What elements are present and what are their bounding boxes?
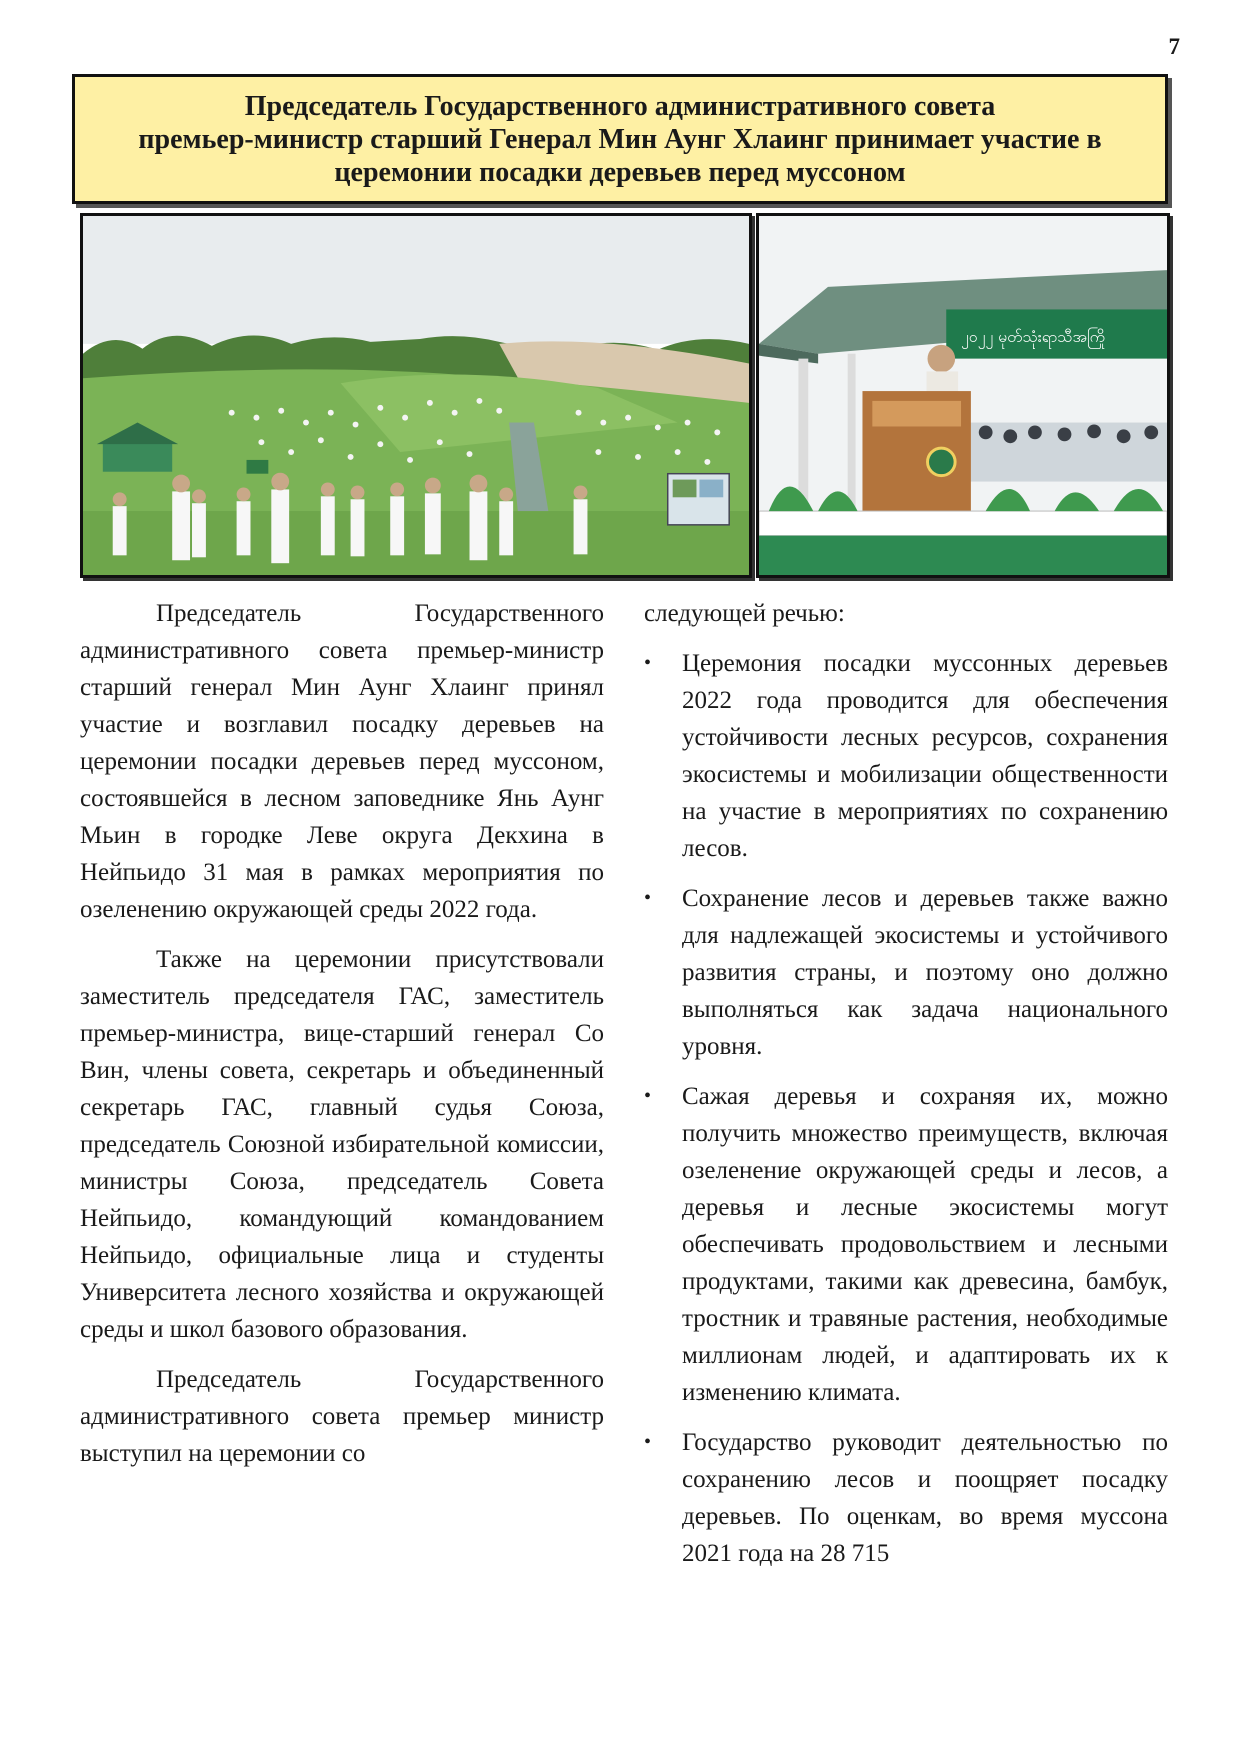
- bullet-icon: •: [644, 1431, 652, 1453]
- list-item: [644, 1424, 1168, 1572]
- paragraph-2: Также на церемонии присутствовали заместитель председателя ГАС, заместитель премьер-министра, вице-старший генерал Со Вин, члены совета, секретарь и объединенный секретарь ГАС, главный судья Союза, председатель Союзной избирательной комиссии, министры Союза, председатель Совета Нейпьидо, командующий командованием Нейпьидо, официальные лица и студенты Университета лесного хозяйства и окружающей среды и школ базового образования.: [80, 946, 604, 1343]
- speaker-podium-photo: [756, 213, 1170, 578]
- podium-photo-illustration: [759, 216, 1167, 575]
- list-item-text: Церемония посадки муссонных деревьев 2022 года проводится для обеспечения устойчивости лесных ресурсов, сохранения экосистемы и мобилизации общественности на участие в мероприятиях по сохранению лесов.: [682, 650, 1168, 862]
- list-item: [644, 1078, 1168, 1411]
- bullet-icon: •: [644, 652, 652, 674]
- title-line-3: церемонии посадки деревьев перед муссоном: [334, 156, 906, 188]
- paragraph-3: Председатель Государственного административного совета премьер министр выступил на церемонии со: [80, 1366, 604, 1467]
- list-item: [644, 880, 1168, 1065]
- article-right-column: [644, 595, 1168, 1585]
- list-item-text: Сохранение лесов и деревьев также важно для надлежащей экосистемы и устойчивого развития страны, и поэтому оно должно выполняться как задача национального уровня.: [682, 885, 1168, 1060]
- page-title: [128, 90, 1111, 189]
- title-banner: [72, 74, 1168, 204]
- speech-points-list: [644, 645, 1168, 1572]
- banner-text: ၂၀၂၂ မုတ်သုံးရာသီအကြို: [961, 326, 1106, 346]
- tree-planting-field-photo: [80, 213, 752, 578]
- list-item-text: Государство руководит деятельностью по сохранению лесов и поощряет посадку деревьев. По оценкам, во время муссона 2021 года на 28 715: [682, 1429, 1168, 1567]
- article-left-column: [80, 595, 604, 1485]
- field-photo-illustration: [83, 216, 749, 575]
- list-item: [644, 645, 1168, 867]
- title-line-2: премьер-министр старший Генерал Мин Аунг Хлаинг принимает участие в: [138, 123, 1102, 155]
- title-line-1: Председатель Государственного административного совета: [244, 90, 996, 122]
- bullet-icon: •: [644, 887, 652, 909]
- speech-intro: следующей речью:: [644, 600, 845, 627]
- list-item-text: Сажая деревья и сохраняя их, можно получить множество преимуществ, включая озеленение окружающей среды и лесов, а деревья и лесные экосистемы могут обеспечивать продовольствием и лесными продуктами, такими как древесина, бамбук, тростник и травяные растения, необходимые миллионам людей, и адаптировать их к изменению климата.: [682, 1083, 1168, 1406]
- paragraph-1: Председатель Государственного административного совета премьер-министр старший генерал Мин Аунг Хлаинг принял участие и возглавил посадку деревьев на церемонии посадки деревьев перед муссоном, состоявшейся в лесном заповеднике Янь Аунг Мьин в городке Леве округа Декхина в Нейпьидо 31 мая в рамках мероприятия по озеленению окружающей среды 2022 года.: [80, 600, 604, 923]
- page-number: 7: [1168, 34, 1180, 59]
- bullet-icon: •: [644, 1085, 652, 1107]
